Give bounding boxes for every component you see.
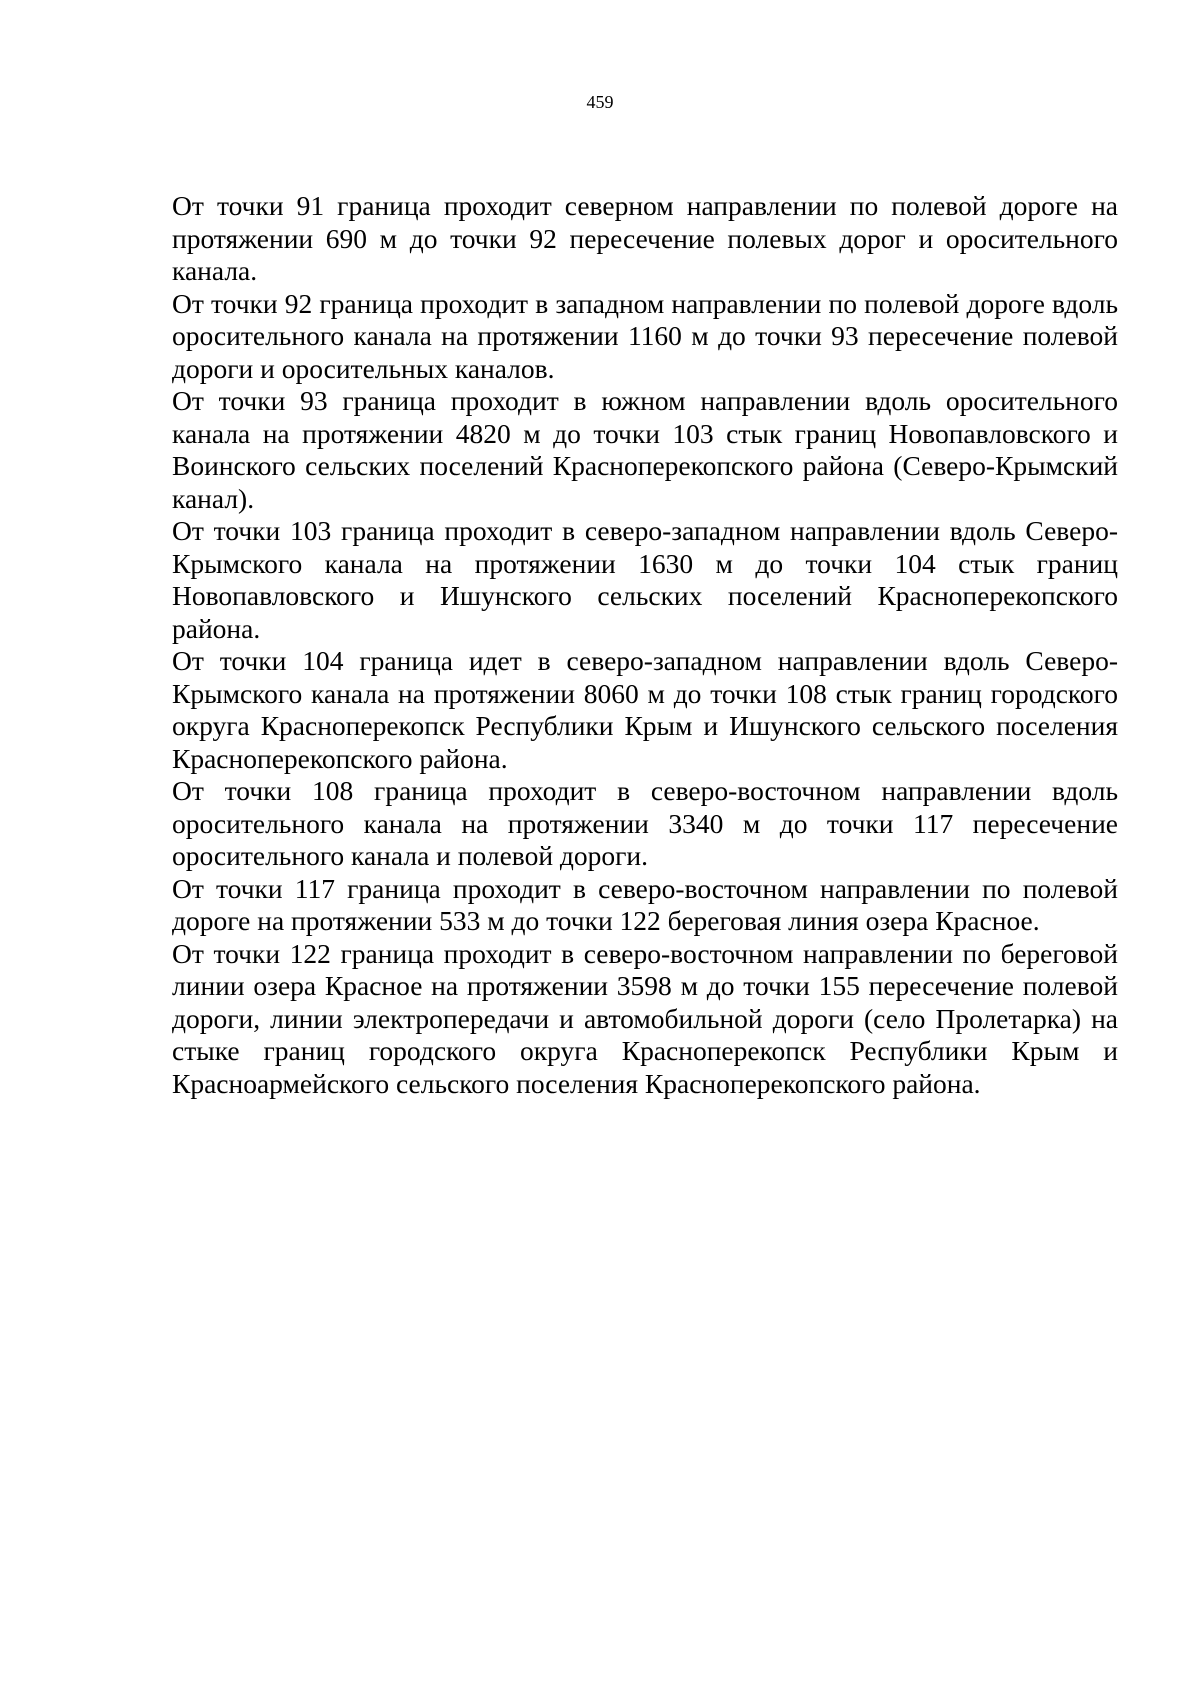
paragraph-6: От точки 108 граница проходит в северо-восточном направлении вдоль оросительного канала на протяжении 3340 м до точки 117 пересечение оросительного канала и полевой дороги.	[172, 775, 1118, 871]
paragraph-8: От точки 122 граница проходит в северо-восточном направлении по береговой линии озера Красное на протяжении 3598 м до точки 155 пересечение полевой дороги, линии электропередачи и автомобильной дороги (село Пролетарка) на стыке границ городского округа Красноперекопск Республики Крым и Красноармейского сельского поселения Красноперекопского района.	[172, 937, 1118, 1099]
paragraph-3: От точки 93 граница проходит в южном направлении вдоль оросительного канала на протяжении 4820 м до точки 103 стык границ Новопавловского и Воинского сельских поселений Красноперекопского района (Северо-Крымский канал).	[172, 385, 1118, 514]
document-body	[172, 190, 1118, 1100]
paragraph-7: От точки 117 граница проходит в северо-восточном направлении по полевой дороге на протяжении 533 м до точки 122 береговая линия озера Красное.	[172, 872, 1118, 936]
paragraph-1: От точки 91 граница проходит северном направлении по полевой дороге на протяжении 690 м до точки 92 пересечение полевых дорог и оросительного канала.	[172, 190, 1118, 286]
page-number: 459	[586, 92, 614, 112]
paragraph-2: От точки 92 граница проходит в западном направлении по полевой дороге вдоль оросительного канала на протяжении 1160 м до точки 93 пересечение полевой дороги и оросительных каналов.	[172, 287, 1118, 384]
paragraph-4: От точки 103 граница проходит в северо-западном направлении вдоль Северо-Крымского канала на протяжении 1630 м до точки 104 стык границ Новопавловского и Ишунского сельских поселений Красноперекопского района.	[172, 515, 1118, 644]
paragraph-5: От точки 104 граница идет в северо-западном направлении вдоль Северо-Крымского канала на протяжении 8060 м до точки 108 стык границ городского округа Красноперекопск Республики Крым и Ишунского сельского поселения Красноперекопского района.	[172, 645, 1118, 774]
